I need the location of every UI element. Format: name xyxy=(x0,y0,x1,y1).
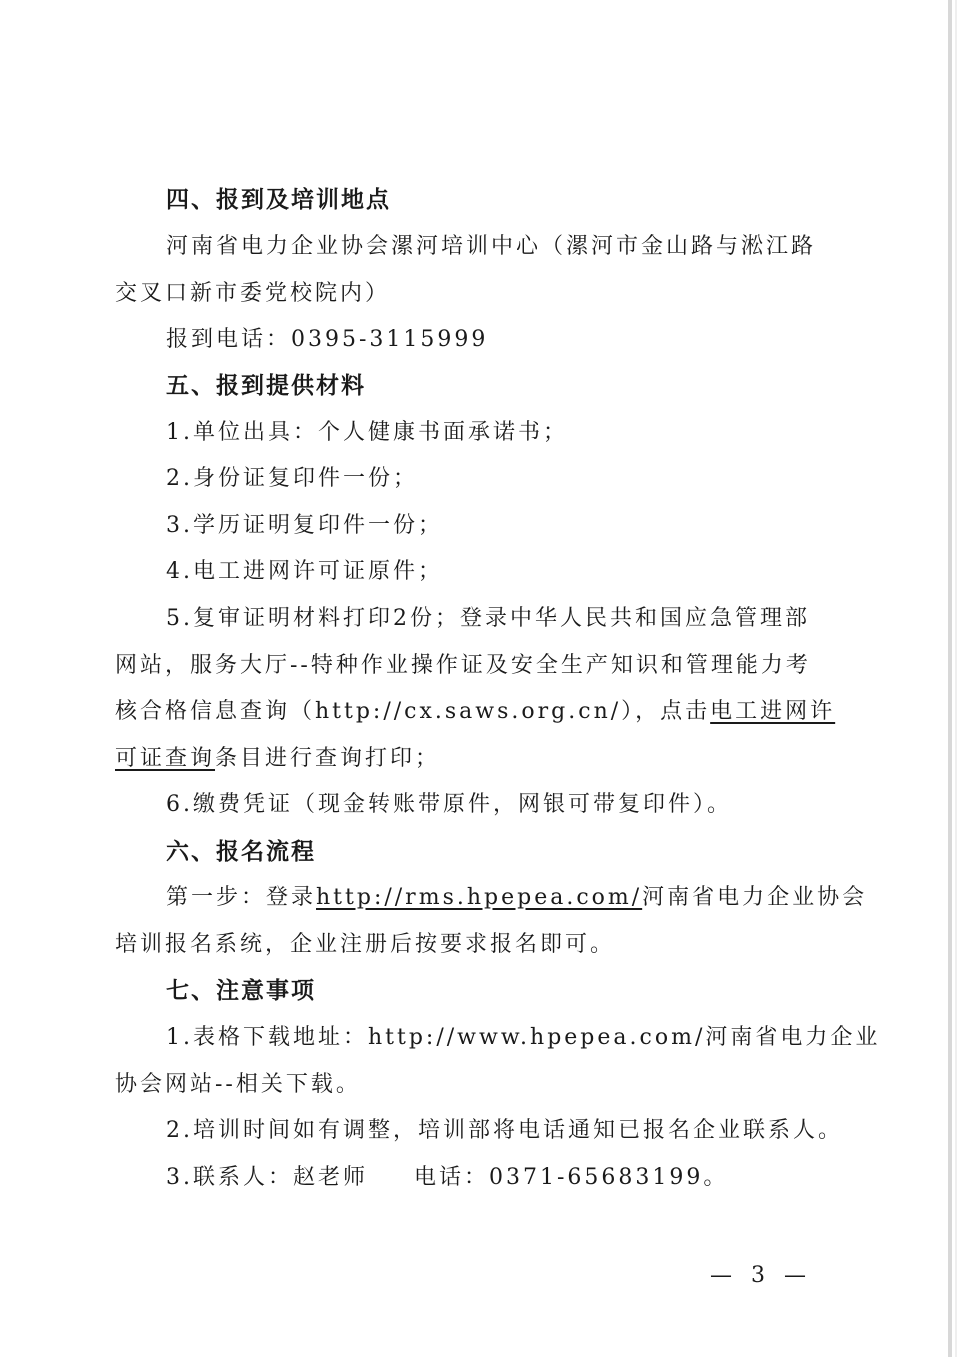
query-link[interactable]: 电工进网许 xyxy=(710,699,836,724)
query-link-cont[interactable]: 可证查询 xyxy=(115,746,216,771)
step-line-cont: 培训报名系统，企业注册后按要求报名即可。 xyxy=(115,932,616,957)
paragraph-line: 交叉口新市委党校院内） xyxy=(115,281,391,306)
section-heading-4: 四、报到及培训地点 xyxy=(166,187,391,213)
list-item-cont: 核合格信息查询（http://cx.saws.org.cn/），点击电工进网许 xyxy=(115,699,836,724)
step-line: 第一步：登录http://rms.hpepea.com/河南省电力企业协会 xyxy=(166,885,868,910)
contact-line: 3.联系人：赵老师 电话：0371-65683199。 xyxy=(166,1165,729,1190)
section-heading-7: 七、注意事项 xyxy=(166,978,316,1004)
page-edge xyxy=(948,0,952,1357)
list-item-cont: 协会网站--相关下载。 xyxy=(115,1072,361,1097)
list-item: 1.表格下载地址：http://www.hpepea.com/河南省电力企业 xyxy=(166,1025,881,1050)
list-item-cont: 网站，服务大厅--特种作业操作证及安全生产知识和管理能力考 xyxy=(115,653,811,678)
list-item: 6.缴费凭证（现金转账带原件，网银可带复印件）。 xyxy=(166,792,732,817)
list-item: 2.身份证复印件一份； xyxy=(166,466,418,491)
section-heading-5: 五、报到提供材料 xyxy=(166,373,366,399)
section-heading-6: 六、报名流程 xyxy=(166,839,316,865)
list-item: 3.学历证明复印件一份； xyxy=(166,513,443,538)
list-item: 5.复审证明材料打印2份；登录中华人民共和国应急管理部 xyxy=(166,606,810,631)
paragraph-line: 河南省电力企业协会漯河培训中心（漯河市金山路与淞江路 xyxy=(166,234,817,259)
list-item: 2.培训时间如有调整，培训部将电话通知已报名企业联系人。 xyxy=(166,1118,843,1143)
phone-line: 报到电话：0395-3115999 xyxy=(166,327,489,352)
page-edge-shadow xyxy=(955,0,957,1357)
register-url-link[interactable]: http://rms.hpepea.com/ xyxy=(316,885,643,910)
list-item: 4.电工进网许可证原件； xyxy=(166,559,443,584)
list-item: 1.单位出具：个人健康书面承诺书； xyxy=(166,420,568,445)
list-item-cont: 可证查询条目进行查询打印； xyxy=(115,746,441,771)
page-number: — 3 — xyxy=(710,1263,812,1288)
